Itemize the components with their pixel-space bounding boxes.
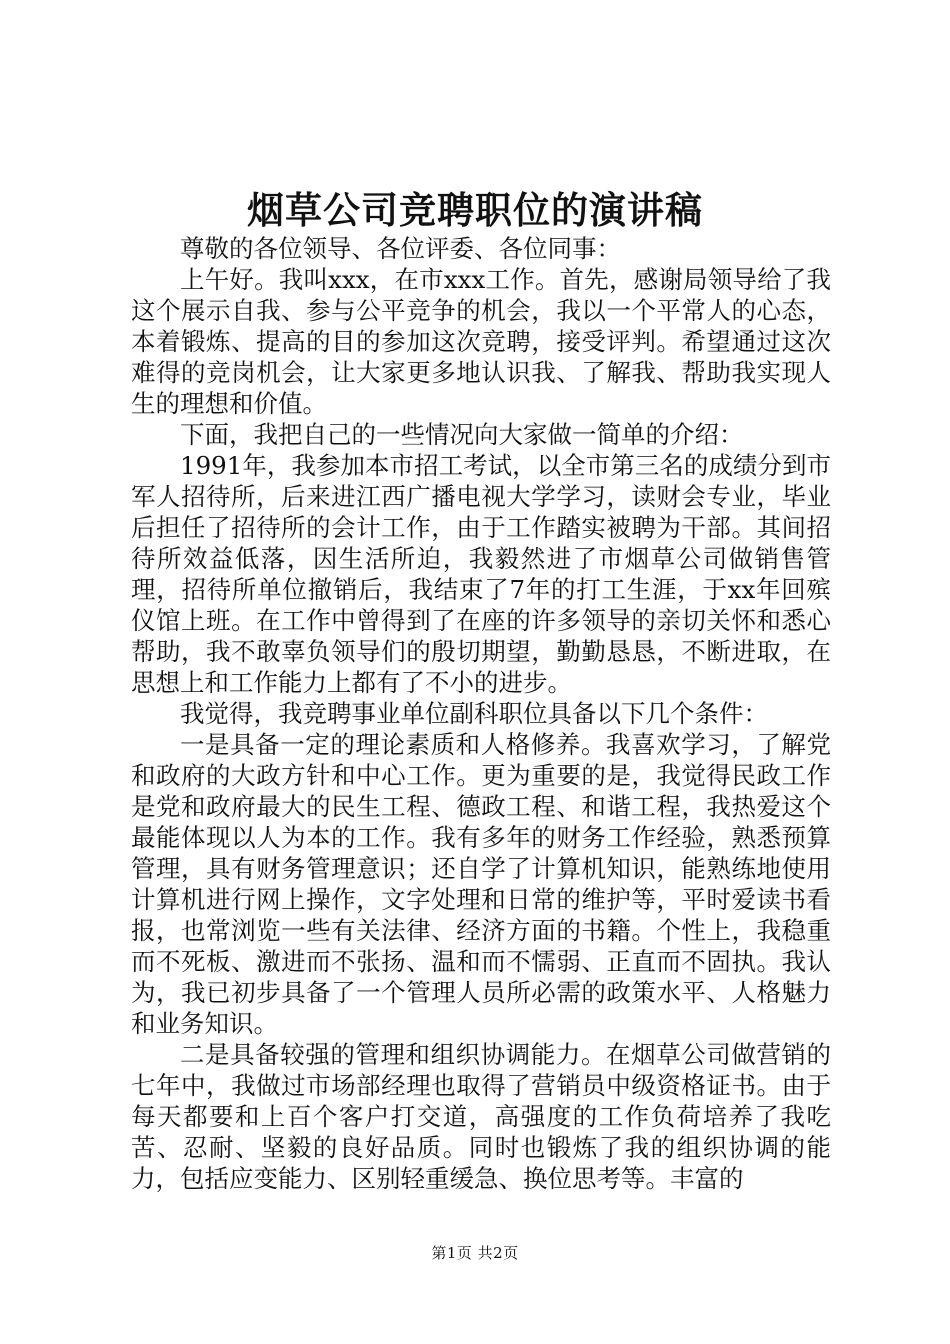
paragraph-intro: 下面，我把自己的一些情况向大家做一简单的介绍：: [180, 420, 744, 449]
document-body: [131, 233, 831, 1194]
paragraph-conditions: 我觉得，我竞聘事业单位副科职位具备以下几个条件：: [180, 699, 768, 728]
paragraph-condition-one: 一是具备一定的理论素质和人格修养。我喜欢学习，了解党和政府的大政方针和中心工作。更为重要的是，我觉得民政工作是党和政府最大的民生工程、德政工程、和谐工程，我热爱这个最能体现以人为本的工作。我有多年的财务工作经验，熟悉预算管理，具有财务管理意识；还自学了计算机知识，能熟练地使用计算机进行网上操作，文字处理和日常的维护等，平时爱读书看报，也常浏览一些有关法律、经济方面的书籍。个性上，我稳重而不死板、激进而不张扬、温和而不懦弱、正直而不固执。我认为，我已初步具备了一个管理人员所必需的政策水平、人格魅力和业务知识。: [131, 730, 831, 1038]
paragraph-greeting: 上午好。我叫xxx，在市xxx工作。首先，感谢局领导给了我这个展示自我、参与公平竞争的机会，我以一个平常人的心态，本着锻炼、提高的目的参加这次竞聘，接受评判。希望通过这次难得的竞岗机会，让大家更多地认识我、了解我、帮助我实现人生的理想和价值。: [131, 265, 831, 418]
paragraph-condition-two: 二是具备较强的管理和组织协调能力。在烟草公司做营销的七年中，我做过市场部经理也取得了营销员中级资格证书。由于每天都要和上百个客户打交道，高强度的工作负荷培养了我吃苦、忍耐、坚毅的良好品质。同时也锻炼了我的组织协调的能力，包括应变能力、区别轻重缓急、换位思考等。丰富的: [131, 1040, 831, 1193]
paragraph-background: 1991年，我参加本市招工考试，以全市第三名的成绩分到市军人招待所，后来进江西广播电视大学学习，读财会专业，毕业后担任了招待所的会计工作，由于工作踏实被聘为干部。其间招待所效益低落，因生活所迫，我毅然进了市烟草公司做销售管理，招待所单位撤销后，我结束了7年的打工生涯，于xx年回殡仪馆上班。在工作中曾得到了在座的许多领导的亲切关怀和悉心帮助，我不敢辜负领导们的殷切期望，勤勤恳恳，不断进取，在思想上和工作能力上都有了不小的进步。: [131, 451, 831, 697]
document-title: 烟草公司竞聘职位的演讲稿: [247, 188, 703, 232]
page-footer: 第1页 共2页: [431, 1244, 519, 1262]
paragraph-salutation: 尊敬的各位领导、各位评委、各位同事：: [180, 234, 621, 263]
